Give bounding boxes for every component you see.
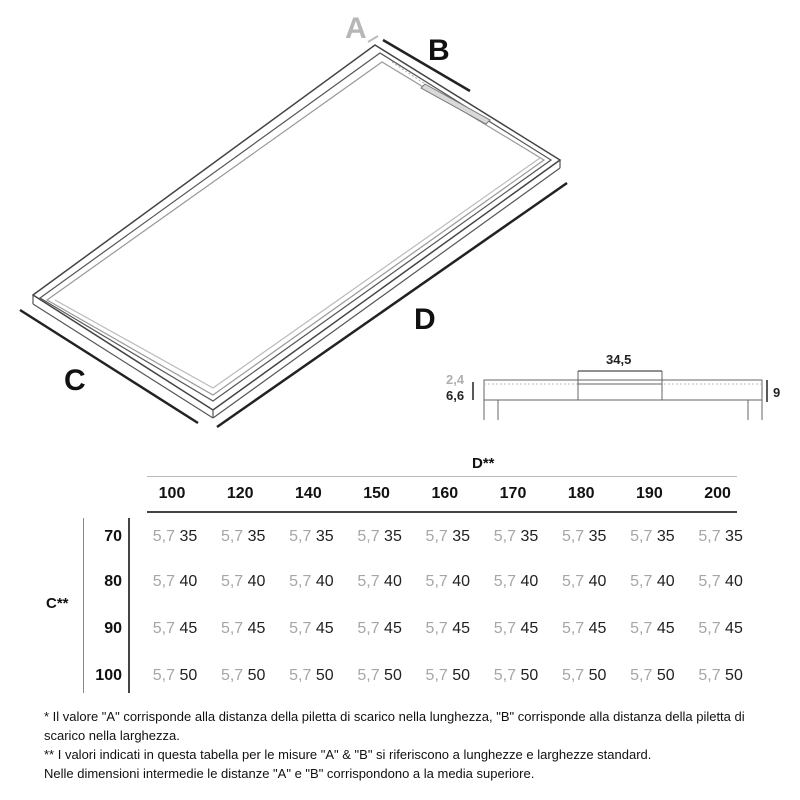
value-b: 40 — [520, 573, 539, 590]
value-b: 40 — [725, 573, 743, 590]
value-a: 5,7 — [152, 667, 175, 684]
table-cell — [553, 620, 615, 638]
value-a: 5,7 — [289, 573, 312, 590]
value-a: 5,7 — [698, 573, 721, 590]
section-width-label: 34,5 — [606, 352, 632, 367]
c-header: C** — [46, 595, 69, 612]
value-b: 40 — [247, 573, 266, 590]
value-a: 5,7 — [220, 667, 244, 684]
value-a: 5,7 — [357, 573, 380, 590]
value-a: 5,7 — [152, 528, 175, 545]
footnotes — [44, 707, 774, 783]
table-cell — [212, 573, 274, 591]
value-a: 5,7 — [698, 528, 721, 545]
value-a: 5,7 — [425, 528, 448, 545]
table-cell — [212, 667, 274, 685]
row-header-rule — [128, 518, 130, 693]
value-a: 5,7 — [220, 528, 244, 545]
value-b: 50 — [656, 667, 675, 684]
value-b: 35 — [315, 528, 334, 545]
table-cell — [690, 620, 752, 638]
value-a: 5,7 — [289, 528, 312, 545]
section-rim-dark-label: 6,6 — [446, 388, 465, 403]
column-header: 170 — [499, 485, 527, 502]
value-b: 50 — [315, 667, 334, 684]
value-a: 5,7 — [357, 667, 380, 684]
table-cell — [417, 667, 479, 685]
column-header: 100 — [158, 485, 186, 502]
value-b: 45 — [384, 620, 402, 637]
table-cell — [690, 573, 752, 591]
column-header: 150 — [363, 485, 390, 502]
table-cell — [349, 620, 411, 638]
row-header: 80 — [104, 573, 122, 590]
column-header: 180 — [567, 485, 595, 502]
column-header: 190 — [636, 485, 663, 502]
value-b: 50 — [725, 667, 743, 684]
column-header: 120 — [226, 485, 254, 502]
header-bottom-rule — [147, 511, 737, 513]
value-b: 50 — [520, 667, 539, 684]
value-b: 40 — [315, 573, 334, 590]
value-b: 35 — [179, 528, 198, 545]
value-b: 40 — [656, 573, 675, 590]
table-cell — [349, 667, 411, 685]
value-a: 5,7 — [425, 667, 448, 684]
section-rim-grey-label: 2,4 — [446, 372, 465, 387]
table-cell — [553, 528, 615, 546]
value-a: 5,7 — [561, 528, 585, 545]
table-cell — [144, 667, 206, 685]
value-b: 50 — [247, 667, 266, 684]
value-b: 40 — [384, 573, 402, 590]
value-b: 45 — [315, 620, 334, 637]
footnote-1: * Il valore "A" corrisponde alla distanza della piletta di scarico nella lunghezza, "B" corrisponde alla distanza della piletta di scarico nella larghezza. — [44, 709, 745, 743]
table-cell — [690, 528, 752, 546]
value-a: 5,7 — [220, 573, 244, 590]
table-cell — [553, 573, 615, 591]
table-cell — [144, 620, 206, 638]
table-cell — [280, 667, 342, 685]
d-header: D** — [472, 455, 495, 472]
value-b: 45 — [247, 620, 266, 637]
value-a: 5,7 — [630, 573, 653, 590]
value-a: 5,7 — [493, 573, 516, 590]
value-b: 45 — [725, 620, 743, 637]
value-b: 45 — [588, 620, 607, 637]
label-b: B — [428, 34, 450, 67]
value-a: 5,7 — [357, 620, 380, 637]
value-b: 45 — [179, 620, 198, 637]
value-a: 5,7 — [561, 620, 585, 637]
label-d: D — [414, 303, 436, 336]
value-a: 5,7 — [493, 620, 516, 637]
row-header: 90 — [104, 620, 122, 637]
value-b: 50 — [588, 667, 607, 684]
value-a: 5,7 — [698, 620, 721, 637]
table-cell — [417, 620, 479, 638]
header-top-rule — [147, 476, 737, 477]
table-cell — [621, 667, 683, 685]
label-a: A — [345, 12, 367, 45]
row-header: 100 — [95, 667, 122, 684]
table-cell — [349, 573, 411, 591]
value-b: 50 — [452, 667, 471, 684]
label-c: C — [64, 364, 86, 397]
row-header: 70 — [104, 528, 122, 545]
table-cell — [690, 667, 752, 685]
table-cell — [417, 528, 479, 546]
table-cell — [621, 528, 683, 546]
table-cell — [280, 573, 342, 591]
value-a: 5,7 — [289, 620, 312, 637]
value-a: 5,7 — [561, 667, 585, 684]
value-b: 35 — [384, 528, 402, 545]
table-cell — [621, 573, 683, 591]
table-cell — [212, 620, 274, 638]
value-a: 5,7 — [289, 667, 312, 684]
value-b: 45 — [520, 620, 539, 637]
value-b: 45 — [656, 620, 675, 637]
column-header: 160 — [431, 485, 459, 502]
value-a: 5,7 — [220, 620, 244, 637]
value-b: 35 — [656, 528, 675, 545]
table-cell — [280, 528, 342, 546]
value-a: 5,7 — [630, 667, 653, 684]
value-a: 5,7 — [152, 620, 175, 637]
table-cell — [349, 528, 411, 546]
value-b: 45 — [452, 620, 471, 637]
value-a: 5,7 — [425, 620, 448, 637]
table-cell — [417, 573, 479, 591]
table-cell — [485, 620, 547, 638]
value-a: 5,7 — [357, 528, 380, 545]
value-a: 5,7 — [493, 528, 516, 545]
table-cell — [485, 528, 547, 546]
c-bracket-rule — [83, 518, 84, 693]
value-a: 5,7 — [630, 528, 653, 545]
footnote-3: Nelle dimensioni intermedie le distanze "A" e "B" corrispondono a la media superiore. — [44, 766, 535, 781]
footnote-2: ** I valori indicati in questa tabella per le misure "A" & "B" si riferiscono a lunghezze e larghezze standard. — [44, 747, 652, 762]
table-cell — [553, 667, 615, 685]
value-a: 5,7 — [493, 667, 516, 684]
table-cell — [144, 573, 206, 591]
table-cell — [621, 620, 683, 638]
value-b: 50 — [384, 667, 402, 684]
value-b: 35 — [725, 528, 743, 545]
value-b: 35 — [588, 528, 607, 545]
table-cell — [485, 667, 547, 685]
table-cell — [280, 620, 342, 638]
value-b: 35 — [520, 528, 539, 545]
value-b: 35 — [452, 528, 471, 545]
value-a: 5,7 — [561, 573, 585, 590]
column-header: 140 — [295, 485, 322, 502]
table-cell — [485, 573, 547, 591]
value-a: 5,7 — [152, 573, 175, 590]
value-b: 35 — [247, 528, 266, 545]
table-cell — [212, 528, 274, 546]
value-a: 5,7 — [698, 667, 721, 684]
value-a: 5,7 — [425, 573, 448, 590]
value-b: 50 — [179, 667, 198, 684]
table-cell — [144, 528, 206, 546]
column-header: 200 — [704, 485, 731, 502]
value-b: 40 — [588, 573, 607, 590]
value-b: 40 — [452, 573, 471, 590]
value-a: 5,7 — [630, 620, 653, 637]
section-height-label: 9 — [773, 385, 781, 400]
value-b: 40 — [179, 573, 198, 590]
